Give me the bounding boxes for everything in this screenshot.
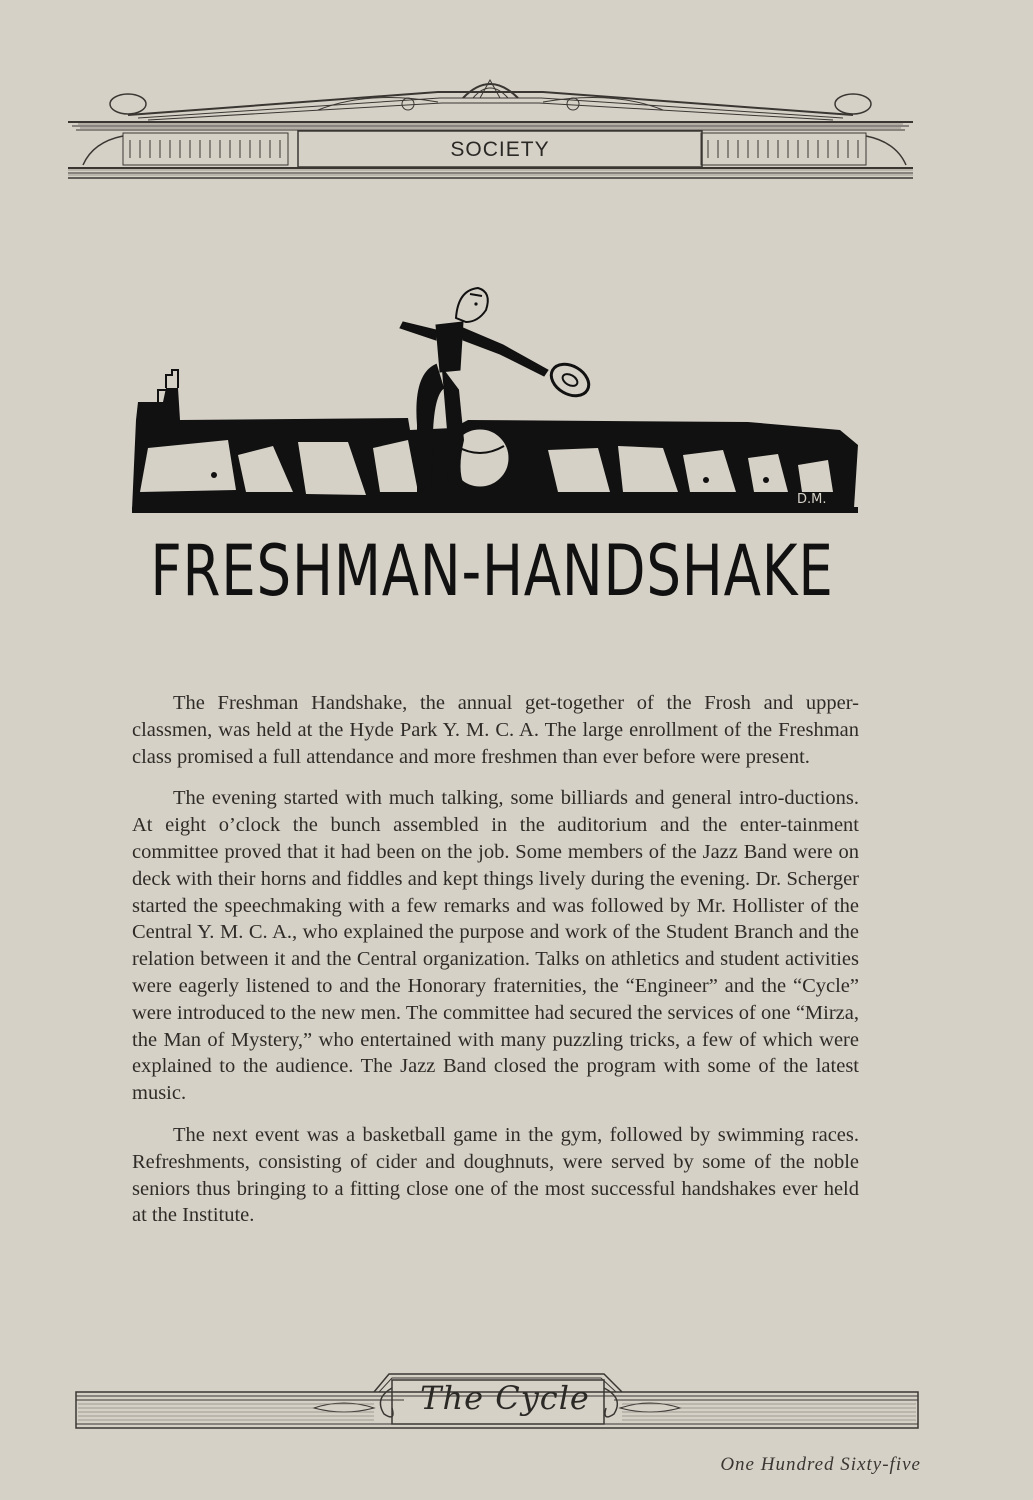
article-paragraph-2: The evening started with much talking, some billiards and general intro-ductions. At eight o’clock the bunch assembled in the auditorium and the enter-tainment committee proved that it had been on the job. Some members of the Jazz Band were on deck with their horns and fiddles and kept things lively during the evening. Dr. Scherger started the speechmaking with a few remarks and was followed by Mr. Hollister of the Central Y. M. C. A., who explained the purpose and work of the Student Branch and the relation between it and the Central organization. Talks on athletics and student activities were eagerly listened to and the Honorary fraternities, the “Engineer” and the “Cycle” were introduced to the new men. The committee had secured the services of one “Mirza, the Man of Mystery,” who entertained with many puzzling tricks, a few of which were explained to the audience. The Jazz Band closed the program with some of the latest music. [132, 787, 859, 1105]
section-title: SOCIETY [450, 138, 550, 161]
article-paragraph-1: The Freshman Handshake, the annual get-together of the Frosh and upper-classmen, was held at the Hyde Park Y. M. C. A. The large enrollment of the Freshman class promised a full attendance and more freshmen than ever before were present. [132, 692, 859, 768]
header-ornament [68, 70, 913, 185]
article-paragraph-3: The next event was a basketball game in the gym, followed by swimming races. Refreshments, consisting of cider and doughnuts, were served by some of the noble seniors thus bringing to a fitting close one of the most successful handshakes ever held at the Institute. [132, 1123, 859, 1227]
page-number: One Hundred Sixty-five [720, 1454, 921, 1475]
illustration-headline: FRESHMAN-HANDSHAKE [150, 530, 834, 612]
artist-initials: D.M. [797, 492, 827, 507]
article-body [132, 690, 859, 1244]
pediment-ornament-icon [68, 70, 913, 185]
publication-title: The Cycle [420, 1379, 590, 1417]
